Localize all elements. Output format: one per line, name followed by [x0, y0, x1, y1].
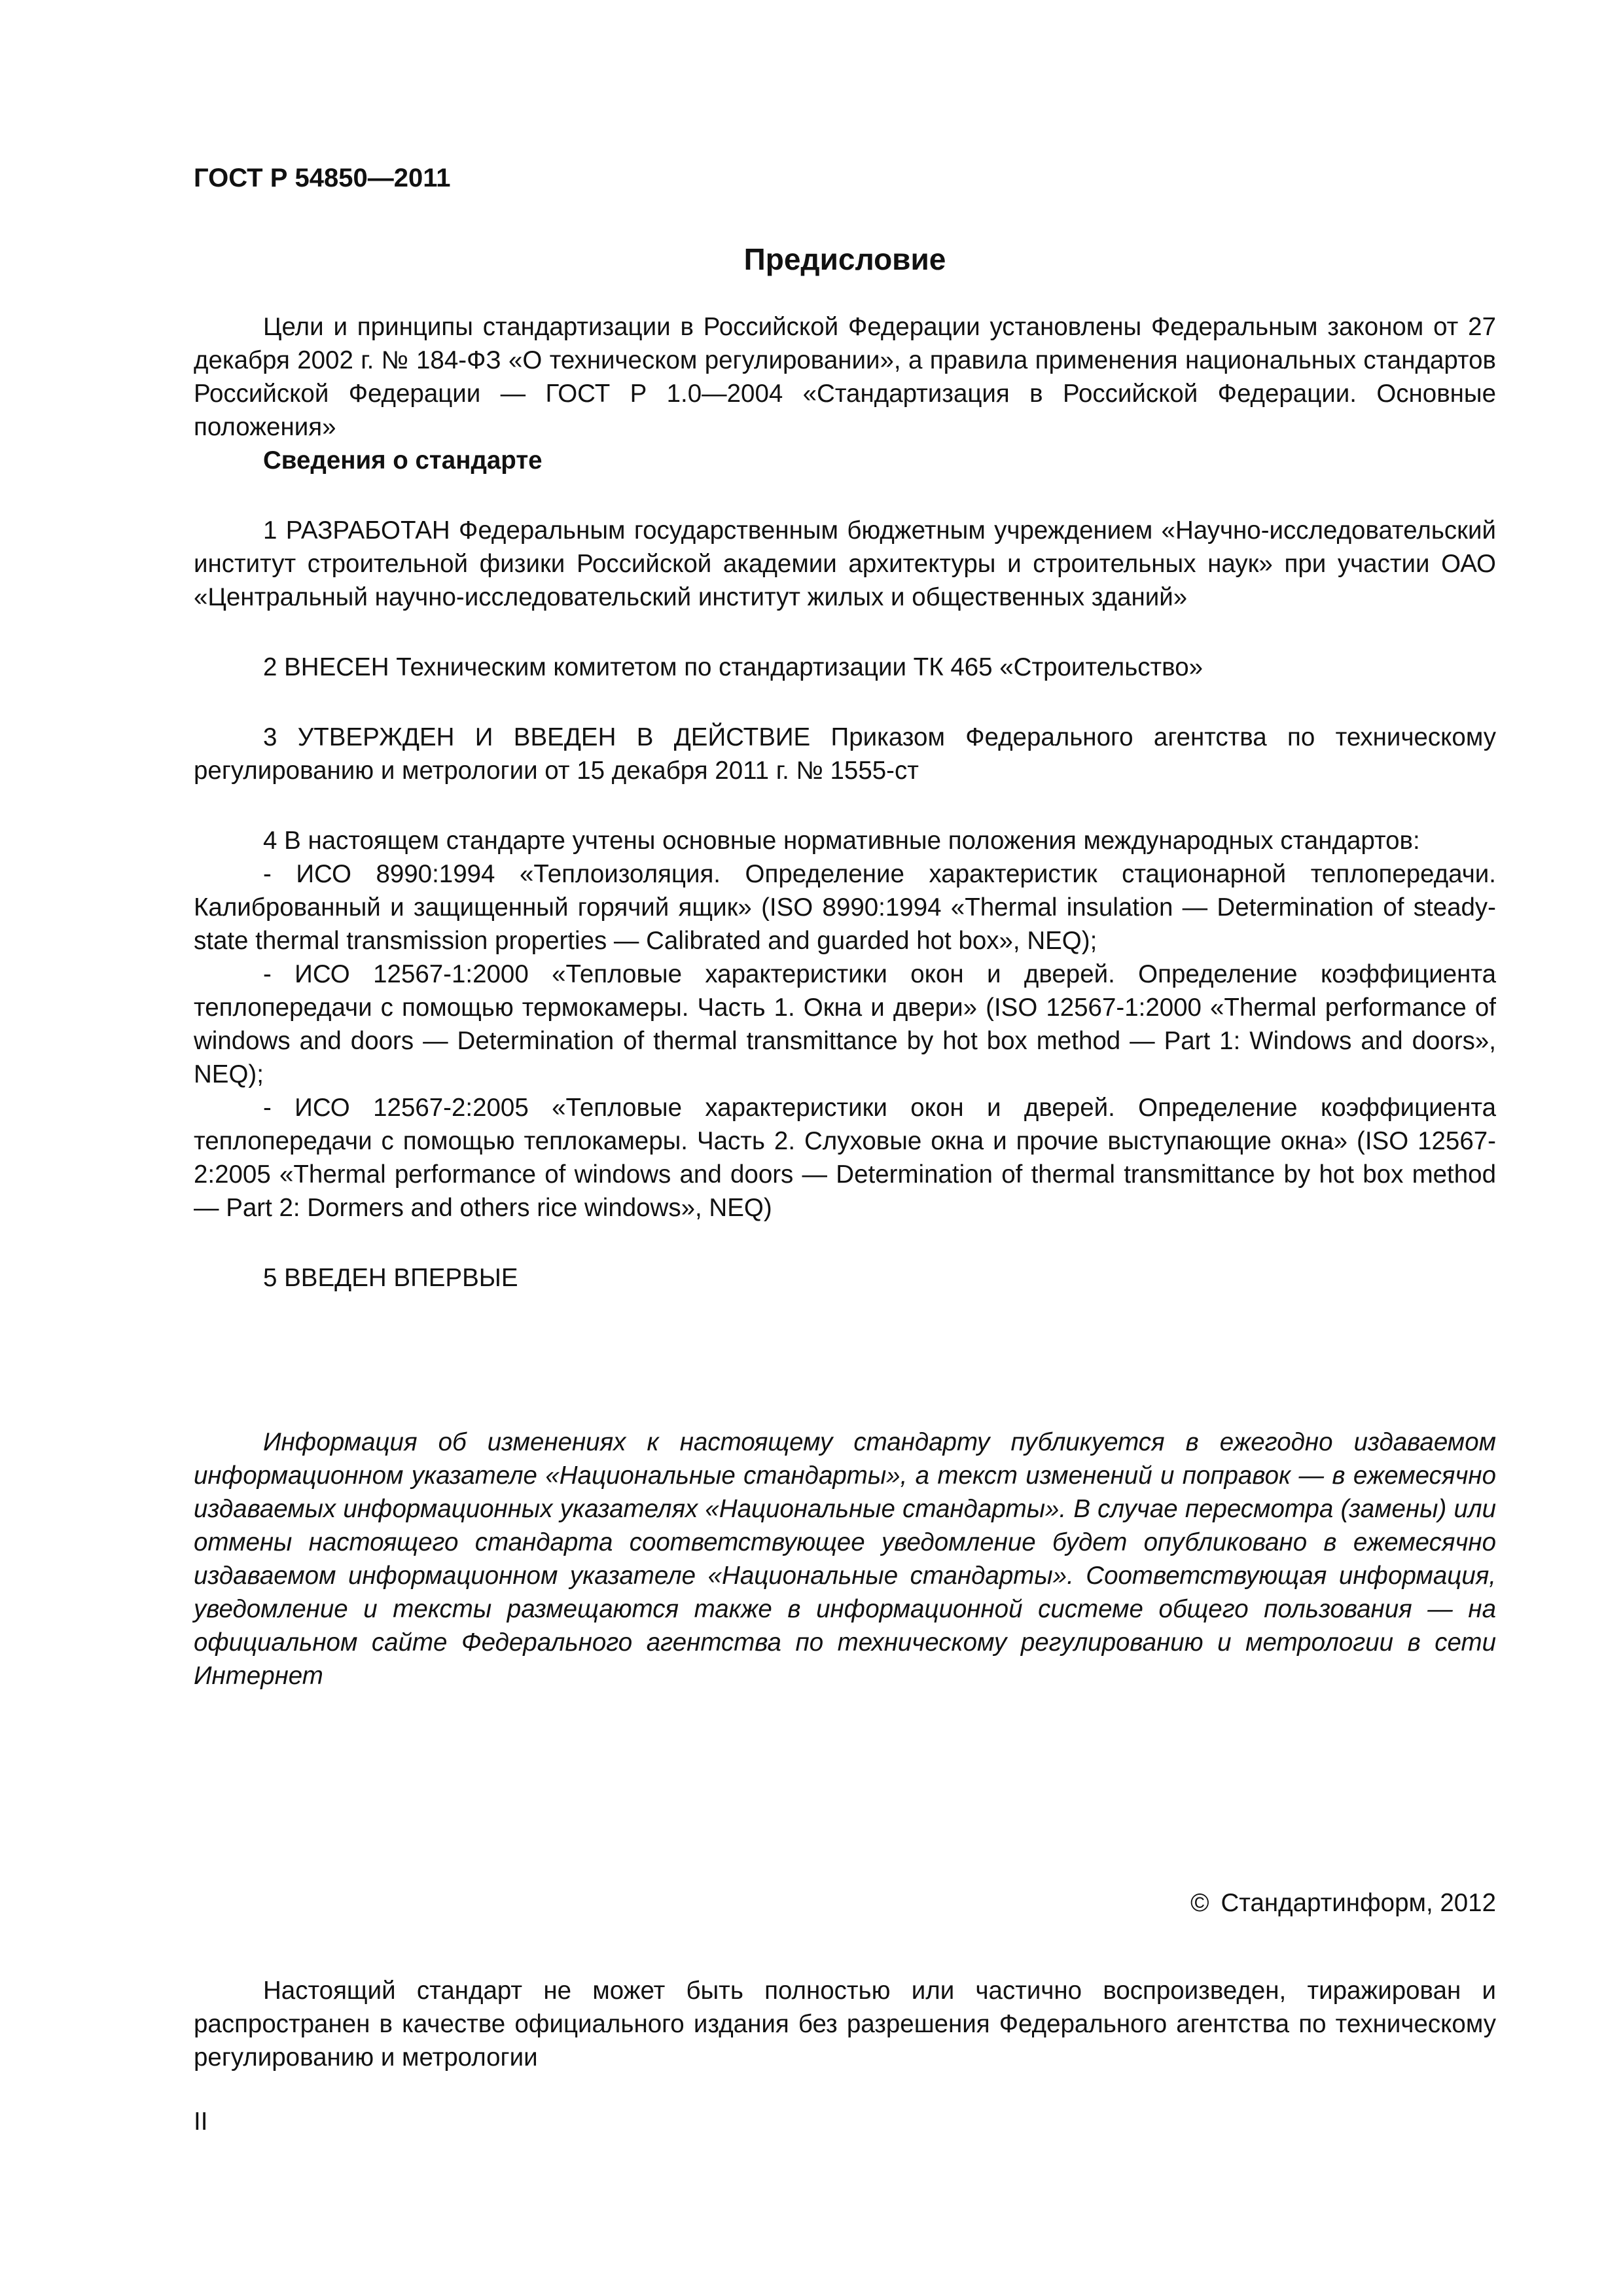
- page-number: II: [194, 2108, 208, 2136]
- document-code: ГОСТ Р 54850—2011: [194, 164, 451, 192]
- info-item-4-ref-2: - ИСО 12567-1:2000 «Тепловые характеристики окон и дверей. Определение коэффициента теплопередачи с помощью термокамеры. Часть 1. Окна и двери» (ISO 12567-1:2000 «Thermal performance of windows and doors — Determination of thermal transmittance by hot box method — Part 1: Windows and doors», NEQ);: [194, 960, 1496, 1088]
- info-item-4-ref-1: - ИСО 8990:1994 «Теплоизоляция. Определение характеристик стационарной теплопередачи. Калиброванный и защищенный горячий ящик» (ISO 8990:1994 «Thermal insulation — Determination of steady-state thermal transmission properties — Calibrated and guarded hot box», NEQ);: [194, 860, 1496, 955]
- copyright: [1190, 1886, 1496, 1920]
- preface-body: [194, 310, 1496, 1295]
- info-item-5: 5 ВВЕДЕН ВПЕРВЫЕ: [263, 1264, 518, 1292]
- info-item-1: 1 РАЗРАБОТАН Федеральным государственным бюджетным учреждением «Научно-исследовательский институт строительной физики Российской академии архитектуры и строительных наук» при участии ОАО «Центральный научно-исследовательский институт жилых и общественных зданий»: [194, 516, 1496, 611]
- info-note: Информация об изменениях к настоящему стандарту публикуется в ежегодно издаваемом информационном указателе «Национальные стандарты», а текст изменений и поправок — в ежемесячно издаваемых информационных указателях «Национальные стандарты». В случае пересмотра (замены) или отмены настоящего стандарта соответствующее уведомление будет опубликовано в ежемесячно издаваемом информационном указателе «Национальные стандарты». Соответствующая информация, уведомление и тексты размещаются также в информационной системе общего пользования — на официальном сайте Федерального агентства по техническому регулированию и метрологии в сети Интернет: [194, 1428, 1496, 1690]
- info-item-2: 2 ВНЕСЕН Техническим комитетом по стандартизации ТК 465 «Строительство»: [263, 653, 1204, 681]
- standard-info-heading: Сведения о стандарте: [263, 446, 543, 475]
- copyright-text: Стандартинформ, 2012: [1221, 1889, 1496, 1917]
- info-item-4-ref-3: - ИСО 12567-2:2005 «Тепловые характеристики окон и дверей. Определение коэффициента теплопередачи с помощью теплокамеры. Часть 2. Слуховые окна и прочие выступающие окна» (ISO 12567-2:2005 «Thermal performance of windows and doors — Determination of thermal transmittance by hot box method — Part 2: Dormers and others rice windows», NEQ): [194, 1094, 1496, 1222]
- intro-paragraph: Цели и принципы стандартизации в Российской Федерации установлены Федеральным законом от 27 декабря 2002 г. № 184-ФЗ «О техническом регулировании», а правила применения национальных стандартов Российской Федерации — ГОСТ Р 1.0—2004 «Стандартизация в Российской Федерации. Основные положения»: [194, 313, 1496, 441]
- copyright-icon: ©: [1190, 1889, 1209, 1917]
- info-item-3: 3 УТВЕРЖДЕН И ВВЕДЕН В ДЕЙСТВИЕ Приказом Федерального агентства по техническому регулированию и метрологии от 15 декабря 2011 г. № 1555-ст: [194, 723, 1496, 785]
- page-title: Предисловие: [743, 242, 946, 276]
- rights-note: Настоящий стандарт не может быть полностью или частично воспроизведен, тиражирован и распространен в качестве официального издания без разрешения Федерального агентства по техническому регулированию и метрологии: [194, 1977, 1496, 2072]
- info-item-4-intro: 4 В настоящем стандарте учтены основные нормативные положения международных стандартов:: [263, 827, 1420, 855]
